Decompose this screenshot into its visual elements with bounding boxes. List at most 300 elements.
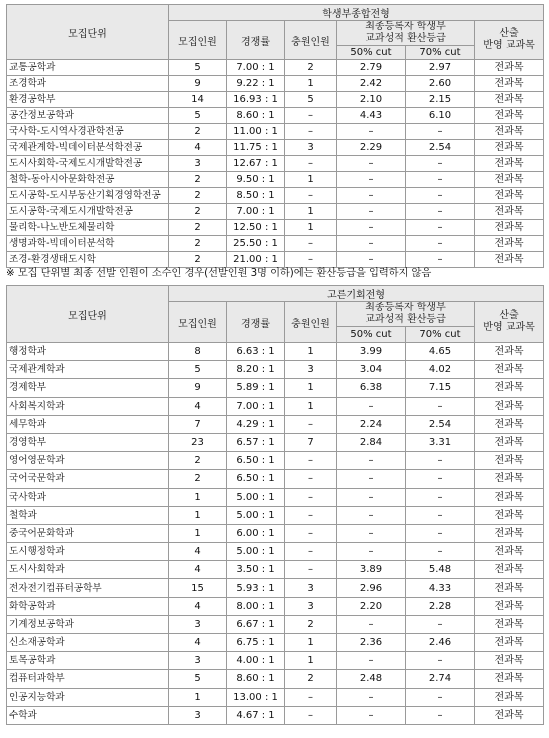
calc-header	[475, 302, 544, 343]
quota-cell: 4	[169, 140, 227, 156]
unit-cell: 전자전기컴퓨터공학부	[7, 579, 169, 597]
cut70-cell: 4.02	[406, 361, 475, 379]
additional-cell: 1	[285, 220, 337, 236]
cut70-cell: –	[406, 524, 475, 542]
table-row	[7, 561, 544, 579]
rate-cell: 11.00 : 1	[227, 124, 285, 140]
cut50-cell: 2.48	[337, 670, 406, 688]
additional-cell: 2	[285, 615, 337, 633]
calc-subject-cell: 전과목	[475, 172, 544, 188]
unit-cell: 영어영문학과	[7, 452, 169, 470]
cut70-cell: 4.65	[406, 343, 475, 361]
calc-subject-cell: 전과목	[475, 506, 544, 524]
cut70-cell: –	[406, 506, 475, 524]
rate-cell: 5.89 : 1	[227, 379, 285, 397]
cut70-cell: –	[406, 452, 475, 470]
cut70-cell: 2.15	[406, 92, 475, 108]
cut70-cell: –	[406, 124, 475, 140]
rate-cell: 6.57 : 1	[227, 433, 285, 451]
table-row	[7, 688, 544, 706]
rate-cell: 7.00 : 1	[227, 204, 285, 220]
table-row	[7, 236, 544, 252]
calc-header-line1: 산출	[499, 28, 519, 39]
cut70-cell: –	[406, 397, 475, 415]
table-row	[7, 415, 544, 433]
additional-cell: 1	[285, 204, 337, 220]
unit-cell: 도시공학-도시부동산기획경영학전공	[7, 188, 169, 204]
cut70-cell: –	[406, 652, 475, 670]
table-row	[7, 108, 544, 124]
calc-subject-cell: 전과목	[475, 140, 544, 156]
calc-subject-cell: 전과목	[475, 188, 544, 204]
table-row	[7, 220, 544, 236]
quota-cell: 4	[169, 634, 227, 652]
rate-cell: 4.29 : 1	[227, 415, 285, 433]
additional-cell: 1	[285, 634, 337, 652]
rate-cell: 11.75 : 1	[227, 140, 285, 156]
unit-cell: 국제관계학과	[7, 361, 169, 379]
quota-header: 모집인원	[169, 302, 227, 343]
calc-subject-cell: 전과목	[475, 597, 544, 615]
cut50-cell: 3.04	[337, 361, 406, 379]
rate-cell: 8.60 : 1	[227, 670, 285, 688]
additional-cell: 1	[285, 343, 337, 361]
quota-cell: 23	[169, 433, 227, 451]
cut70-cell: 4.33	[406, 579, 475, 597]
additional-cell: 1	[285, 76, 337, 92]
quota-cell: 1	[169, 524, 227, 542]
unit-cell: 도시공학-국제도시개발학전공	[7, 204, 169, 220]
quota-cell: 2	[169, 236, 227, 252]
quota-cell: 5	[169, 670, 227, 688]
calc-subject-cell: 전과목	[475, 706, 544, 724]
calc-subject-cell: 전과목	[475, 470, 544, 488]
cut50-cell: –	[337, 524, 406, 542]
quota-cell: 5	[169, 60, 227, 76]
unit-cell: 국사학-도시역사경관학전공	[7, 124, 169, 140]
quota-cell: 1	[169, 488, 227, 506]
table-row	[7, 579, 544, 597]
group-title: 고른기회전형	[169, 286, 544, 302]
rate-cell: 16.93 : 1	[227, 92, 285, 108]
unit-cell: 도시행정학과	[7, 543, 169, 561]
quota-cell: 3	[169, 706, 227, 724]
unit-cell: 도시사회학-국제도시개발학전공	[7, 156, 169, 172]
grade-header-line2: 교과성적 환산등급	[365, 33, 446, 44]
quota-cell: 4	[169, 597, 227, 615]
table-row	[7, 204, 544, 220]
rate-header: 경쟁률	[227, 302, 285, 343]
table-row	[7, 92, 544, 108]
unit-cell: 사회복지학과	[7, 397, 169, 415]
unit-cell: 국어국문학과	[7, 470, 169, 488]
cut70-cell: –	[406, 220, 475, 236]
additional-cell: –	[285, 156, 337, 172]
cut50-cell: 2.96	[337, 579, 406, 597]
quota-cell: 4	[169, 561, 227, 579]
rate-cell: 12.67 : 1	[227, 156, 285, 172]
calc-header-line2: 반영 교과목	[483, 322, 535, 333]
additional-cell: 1	[285, 652, 337, 670]
table-row	[7, 397, 544, 415]
table-row	[7, 597, 544, 615]
table-row	[7, 361, 544, 379]
rate-header: 경쟁률	[227, 21, 285, 60]
quota-cell: 2	[169, 452, 227, 470]
cut50-cell: –	[337, 488, 406, 506]
quota-header: 모집인원	[169, 21, 227, 60]
table-row	[7, 188, 544, 204]
cut50-cell: 6.38	[337, 379, 406, 397]
rate-cell: 6.63 : 1	[227, 343, 285, 361]
unit-cell: 국제관계학-빅데이터분석학전공	[7, 140, 169, 156]
calc-subject-cell: 전과목	[475, 156, 544, 172]
calc-subject-cell: 전과목	[475, 652, 544, 670]
cut50-header: 50% cut	[337, 46, 406, 60]
cut50-cell: –	[337, 397, 406, 415]
unit-header: 모집단위	[7, 5, 169, 60]
rate-cell: 25.50 : 1	[227, 236, 285, 252]
additional-cell: –	[285, 452, 337, 470]
cut70-header: 70% cut	[406, 46, 475, 60]
calc-subject-cell: 전과목	[475, 452, 544, 470]
cut50-cell: 3.99	[337, 343, 406, 361]
cut50-cell: –	[337, 652, 406, 670]
cut70-cell: –	[406, 615, 475, 633]
additional-cell: 3	[285, 597, 337, 615]
footnote: ※ 모집 단위별 최종 선발 인원이 소수인 경우(선발인원 3명 이하)에는 환산등급을 입력하지 않음	[6, 267, 432, 279]
grade-header-line2: 교과성적 환산등급	[365, 314, 446, 325]
quota-cell: 9	[169, 379, 227, 397]
equal-opportunity-admission-table	[6, 285, 544, 725]
cut70-cell: –	[406, 543, 475, 561]
rate-cell: 9.22 : 1	[227, 76, 285, 92]
unit-cell: 조경학과	[7, 76, 169, 92]
additional-cell: 7	[285, 433, 337, 451]
rate-cell: 5.00 : 1	[227, 506, 285, 524]
cut50-cell: 3.89	[337, 561, 406, 579]
rate-cell: 3.50 : 1	[227, 561, 285, 579]
cut70-cell: –	[406, 488, 475, 506]
calc-subject-cell: 전과목	[475, 524, 544, 542]
table-row	[7, 433, 544, 451]
unit-cell: 인공지능학과	[7, 688, 169, 706]
quota-cell: 2	[169, 124, 227, 140]
cut50-cell: –	[337, 452, 406, 470]
quota-cell: 2	[169, 172, 227, 188]
calc-subject-cell: 전과목	[475, 433, 544, 451]
table-row	[7, 652, 544, 670]
cut50-cell: –	[337, 252, 406, 268]
quota-cell: 3	[169, 156, 227, 172]
rate-cell: 5.00 : 1	[227, 488, 285, 506]
table1-body	[7, 60, 544, 268]
calc-header-line1: 산출	[499, 310, 519, 321]
unit-cell: 기계정보공학과	[7, 615, 169, 633]
cut70-cell: 2.97	[406, 60, 475, 76]
cut70-cell: 2.54	[406, 140, 475, 156]
table-row	[7, 488, 544, 506]
cut70-cell: –	[406, 156, 475, 172]
cut50-cell: –	[337, 124, 406, 140]
table-row	[7, 470, 544, 488]
cut70-cell: –	[406, 172, 475, 188]
cut70-cell: 2.46	[406, 634, 475, 652]
quota-cell: 2	[169, 204, 227, 220]
additional-cell: –	[285, 124, 337, 140]
calc-subject-cell: 전과목	[475, 543, 544, 561]
grade-header-line1: 최종등록자 학생부	[365, 302, 446, 313]
unit-cell: 조경-환경생태도시학	[7, 252, 169, 268]
additional-cell: –	[285, 415, 337, 433]
calc-subject-cell: 전과목	[475, 108, 544, 124]
cut50-cell: 2.42	[337, 76, 406, 92]
calc-subject-cell: 전과목	[475, 60, 544, 76]
table-row	[7, 615, 544, 633]
cut70-header: 70% cut	[406, 327, 475, 343]
additional-header: 충원인원	[285, 302, 337, 343]
additional-cell: 1	[285, 172, 337, 188]
cut50-cell: –	[337, 172, 406, 188]
cut70-cell: 2.54	[406, 415, 475, 433]
rate-cell: 4.67 : 1	[227, 706, 285, 724]
unit-cell: 국사학과	[7, 488, 169, 506]
unit-cell: 도시사회학과	[7, 561, 169, 579]
cut70-cell: 2.28	[406, 597, 475, 615]
quota-cell: 4	[169, 397, 227, 415]
quota-cell: 4	[169, 543, 227, 561]
unit-cell: 화학공학과	[7, 597, 169, 615]
additional-cell: 3	[285, 361, 337, 379]
unit-header: 모집단위	[7, 286, 169, 343]
quota-cell: 15	[169, 579, 227, 597]
quota-cell: 3	[169, 652, 227, 670]
unit-cell: 생명과학-빅데이터분석학	[7, 236, 169, 252]
unit-cell: 수학과	[7, 706, 169, 724]
cut70-cell: –	[406, 252, 475, 268]
cut70-cell: –	[406, 236, 475, 252]
unit-cell: 교통공학과	[7, 60, 169, 76]
unit-cell: 토목공학과	[7, 652, 169, 670]
calc-subject-cell: 전과목	[475, 236, 544, 252]
table2-body	[7, 343, 544, 725]
table-row	[7, 506, 544, 524]
calc-subject-cell: 전과목	[475, 488, 544, 506]
rate-cell: 21.00 : 1	[227, 252, 285, 268]
additional-cell: –	[285, 561, 337, 579]
additional-cell: 5	[285, 92, 337, 108]
rate-cell: 8.50 : 1	[227, 188, 285, 204]
cut50-cell: –	[337, 204, 406, 220]
grade-header	[337, 21, 475, 46]
rate-cell: 4.00 : 1	[227, 652, 285, 670]
additional-cell: –	[285, 524, 337, 542]
additional-cell: 3	[285, 140, 337, 156]
additional-cell: –	[285, 252, 337, 268]
additional-cell: 1	[285, 397, 337, 415]
table-row	[7, 156, 544, 172]
table-row	[7, 140, 544, 156]
comprehensive-admission-table	[6, 4, 544, 268]
rate-cell: 5.93 : 1	[227, 579, 285, 597]
additional-cell: –	[285, 188, 337, 204]
calc-subject-cell: 전과목	[475, 220, 544, 236]
unit-cell: 철학-동아시아문화학전공	[7, 172, 169, 188]
additional-header: 충원인원	[285, 21, 337, 60]
unit-cell: 경영학부	[7, 433, 169, 451]
unit-cell: 철학과	[7, 506, 169, 524]
rate-cell: 8.20 : 1	[227, 361, 285, 379]
cut50-cell: –	[337, 543, 406, 561]
cut70-cell: 7.15	[406, 379, 475, 397]
unit-cell: 물리학-나노반도체물리학	[7, 220, 169, 236]
cut70-cell: –	[406, 470, 475, 488]
cut70-cell: 5.48	[406, 561, 475, 579]
additional-cell: –	[285, 688, 337, 706]
grade-header-line1: 최종등록자 학생부	[365, 21, 446, 32]
group-title: 학생부종합전형	[169, 5, 544, 21]
quota-cell: 2	[169, 470, 227, 488]
cut50-cell: 2.84	[337, 433, 406, 451]
calc-subject-cell: 전과목	[475, 579, 544, 597]
additional-cell: –	[285, 706, 337, 724]
additional-cell: 3	[285, 579, 337, 597]
unit-cell: 행정학과	[7, 343, 169, 361]
table-row	[7, 124, 544, 140]
table-row	[7, 76, 544, 92]
unit-cell: 신소재공학과	[7, 634, 169, 652]
table-row	[7, 706, 544, 724]
additional-cell: 2	[285, 60, 337, 76]
calc-subject-cell: 전과목	[475, 379, 544, 397]
rate-cell: 6.75 : 1	[227, 634, 285, 652]
cut70-cell: –	[406, 188, 475, 204]
cut50-cell: –	[337, 188, 406, 204]
unit-cell: 세무학과	[7, 415, 169, 433]
additional-cell: –	[285, 506, 337, 524]
quota-cell: 9	[169, 76, 227, 92]
table-row	[7, 60, 544, 76]
quota-cell: 1	[169, 506, 227, 524]
quota-cell: 5	[169, 361, 227, 379]
rate-cell: 8.00 : 1	[227, 597, 285, 615]
calc-subject-cell: 전과목	[475, 634, 544, 652]
rate-cell: 5.00 : 1	[227, 543, 285, 561]
calc-subject-cell: 전과목	[475, 76, 544, 92]
table-row	[7, 524, 544, 542]
calc-subject-cell: 전과목	[475, 670, 544, 688]
cut70-cell: 2.60	[406, 76, 475, 92]
table-row	[7, 343, 544, 361]
rate-cell: 6.50 : 1	[227, 470, 285, 488]
calc-subject-cell: 전과목	[475, 615, 544, 633]
table-row	[7, 543, 544, 561]
quota-cell: 2	[169, 252, 227, 268]
unit-cell: 공간정보공학과	[7, 108, 169, 124]
cut50-cell: –	[337, 706, 406, 724]
cut50-cell: 2.20	[337, 597, 406, 615]
cut70-cell: –	[406, 204, 475, 220]
calc-header	[475, 21, 544, 60]
quota-cell: 7	[169, 415, 227, 433]
table-row	[7, 634, 544, 652]
cut70-cell: 2.74	[406, 670, 475, 688]
cut70-cell: –	[406, 688, 475, 706]
additional-cell: –	[285, 236, 337, 252]
quota-cell: 5	[169, 108, 227, 124]
table-row	[7, 379, 544, 397]
cut50-cell: 2.36	[337, 634, 406, 652]
rate-cell: 9.50 : 1	[227, 172, 285, 188]
calc-subject-cell: 전과목	[475, 204, 544, 220]
cut50-cell: 2.10	[337, 92, 406, 108]
quota-cell: 2	[169, 188, 227, 204]
table-row	[7, 172, 544, 188]
cut70-cell: 6.10	[406, 108, 475, 124]
cut50-cell: 2.29	[337, 140, 406, 156]
table-row	[7, 670, 544, 688]
cut50-cell: 2.24	[337, 415, 406, 433]
cut50-cell: –	[337, 615, 406, 633]
cut50-cell: –	[337, 156, 406, 172]
additional-cell: –	[285, 488, 337, 506]
quota-cell: 14	[169, 92, 227, 108]
calc-subject-cell: 전과목	[475, 415, 544, 433]
calc-header-line2: 반영 교과목	[483, 40, 535, 51]
quota-cell: 1	[169, 688, 227, 706]
cut50-cell: –	[337, 236, 406, 252]
rate-cell: 6.50 : 1	[227, 452, 285, 470]
additional-cell: –	[285, 470, 337, 488]
calc-subject-cell: 전과목	[475, 361, 544, 379]
rate-cell: 12.50 : 1	[227, 220, 285, 236]
cut50-cell: –	[337, 506, 406, 524]
cut70-cell: –	[406, 706, 475, 724]
calc-subject-cell: 전과목	[475, 561, 544, 579]
unit-cell: 중국어문화학과	[7, 524, 169, 542]
table-row	[7, 452, 544, 470]
quota-cell: 3	[169, 615, 227, 633]
unit-cell: 컴퓨터과학부	[7, 670, 169, 688]
calc-subject-cell: 전과목	[475, 397, 544, 415]
rate-cell: 8.60 : 1	[227, 108, 285, 124]
cut50-cell: –	[337, 470, 406, 488]
cut50-cell: 4.43	[337, 108, 406, 124]
quota-cell: 2	[169, 220, 227, 236]
calc-subject-cell: 전과목	[475, 252, 544, 268]
calc-subject-cell: 전과목	[475, 688, 544, 706]
rate-cell: 13.00 : 1	[227, 688, 285, 706]
cut50-cell: 2.79	[337, 60, 406, 76]
grade-header	[337, 302, 475, 327]
calc-subject-cell: 전과목	[475, 92, 544, 108]
cut70-cell: 3.31	[406, 433, 475, 451]
additional-cell: –	[285, 108, 337, 124]
rate-cell: 6.00 : 1	[227, 524, 285, 542]
cut50-cell: –	[337, 688, 406, 706]
additional-cell: 1	[285, 379, 337, 397]
cut50-header: 50% cut	[337, 327, 406, 343]
calc-subject-cell: 전과목	[475, 124, 544, 140]
additional-cell: –	[285, 543, 337, 561]
rate-cell: 6.67 : 1	[227, 615, 285, 633]
quota-cell: 8	[169, 343, 227, 361]
additional-cell: 2	[285, 670, 337, 688]
unit-cell: 경제학부	[7, 379, 169, 397]
cut50-cell: –	[337, 220, 406, 236]
unit-cell: 환경공학부	[7, 92, 169, 108]
calc-subject-cell: 전과목	[475, 343, 544, 361]
